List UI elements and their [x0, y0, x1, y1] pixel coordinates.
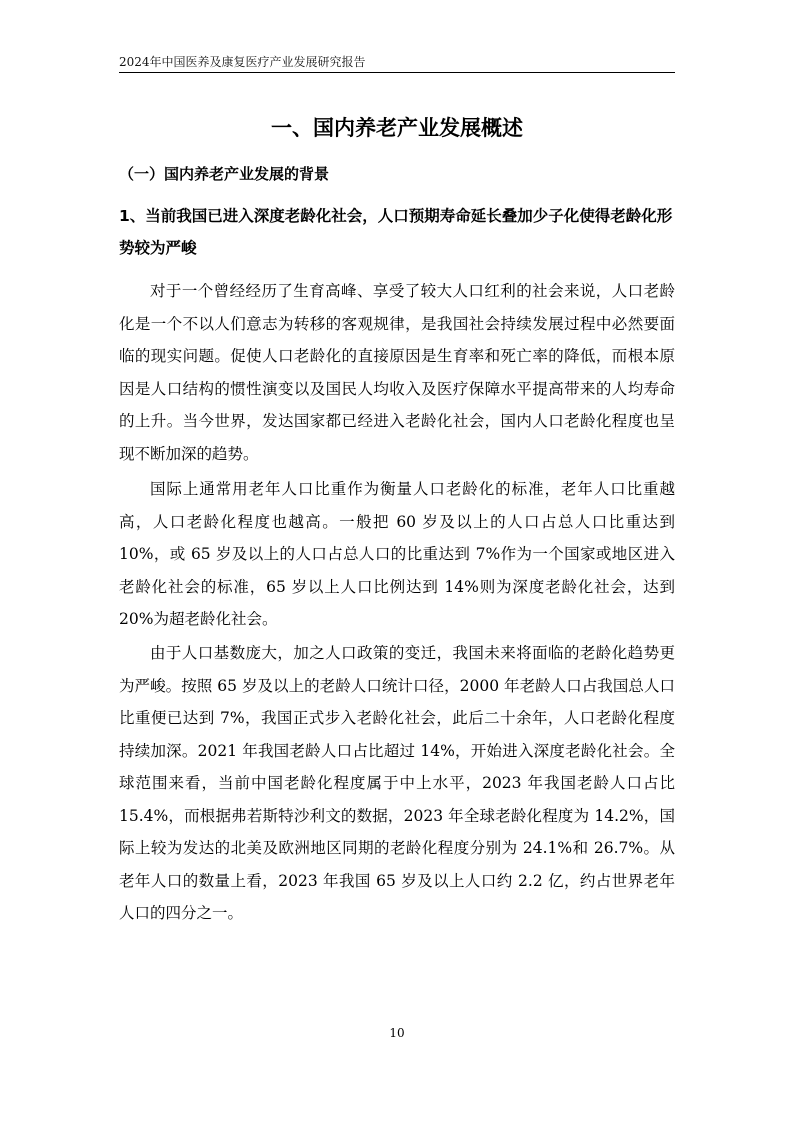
section-heading: （一）国内养老产业发展的背景 — [119, 165, 330, 183]
body-paragraph-1: 对于一个曾经经历了生育高峰、享受了较大人口红利的社会来说，人口老龄化是一个不以人们意志为转移的客观规律，是我国社会持续发展过程中必然要面临的现实问题。促使人口老龄化的直接原因是生育率和死亡率的降低，而根本原因是人口结构的惯性演变以及国民人均收入及医疗保障水平提高带来的人均寿命的上升。当今世界，发达国家都已经进入老龄化社会，国内人口老龄化程度也呈现不断加深的趋势。 — [119, 282, 675, 463]
chapter-title: 一、国内养老产业发展概述 — [271, 116, 523, 140]
page-number: 10 — [389, 1026, 405, 1040]
body-paragraph-3: 由于人口基数庞大，加之人口政策的变迁，我国未来将面临的老龄化趋势更为严峻。按照 65 岁及以上的老龄人口统计口径，2000 年老龄人口占我国总人口比重便已达到 7%，我国正式步入老龄化社会，此后二十余年，人口老龄化程度持续加深。2021 年我国老龄人口占比超过 14%，开始进入深度老龄化社会。全球范围来看，当前中国老龄化程度属于中上水平，2023 年我国老龄人口占比 15.4%，而根据弗若斯特沙利文的数据，2023 年全球老龄化程度为 14.2%，国际上较为发达的北美及欧洲地区同期的老龄化程度分别为 24.1%和 26.7%。从老年人口的数量上看，2023 年我国 65 岁及以上人口约 2.2 亿，约占世界老年人口的四分之一。 — [119, 644, 675, 922]
subsection-heading: 1、当前我国已进入深度老龄化社会，人口预期寿命延长叠加少子化使得老龄化形势较为严峻 — [119, 207, 673, 257]
running-header: 2024年中国医养及康复医疗产业发展研究报告 — [119, 55, 366, 69]
header-divider — [119, 72, 675, 73]
body-paragraph-2: 国际上通常用老年人口比重作为衡量人口老龄化的标准，老年人口比重越高，人口老龄化程度也越高。一般把 60 岁及以上的人口占总人口比重达到 10%，或 65 岁及以上的人口占总人口的比重达到 7%作为一个国家或地区进入老龄化社会的标准，65 岁以上人口比例达到 14%则为深度老龄化社会，达到 20%为超老龄化社会。 — [119, 480, 675, 628]
